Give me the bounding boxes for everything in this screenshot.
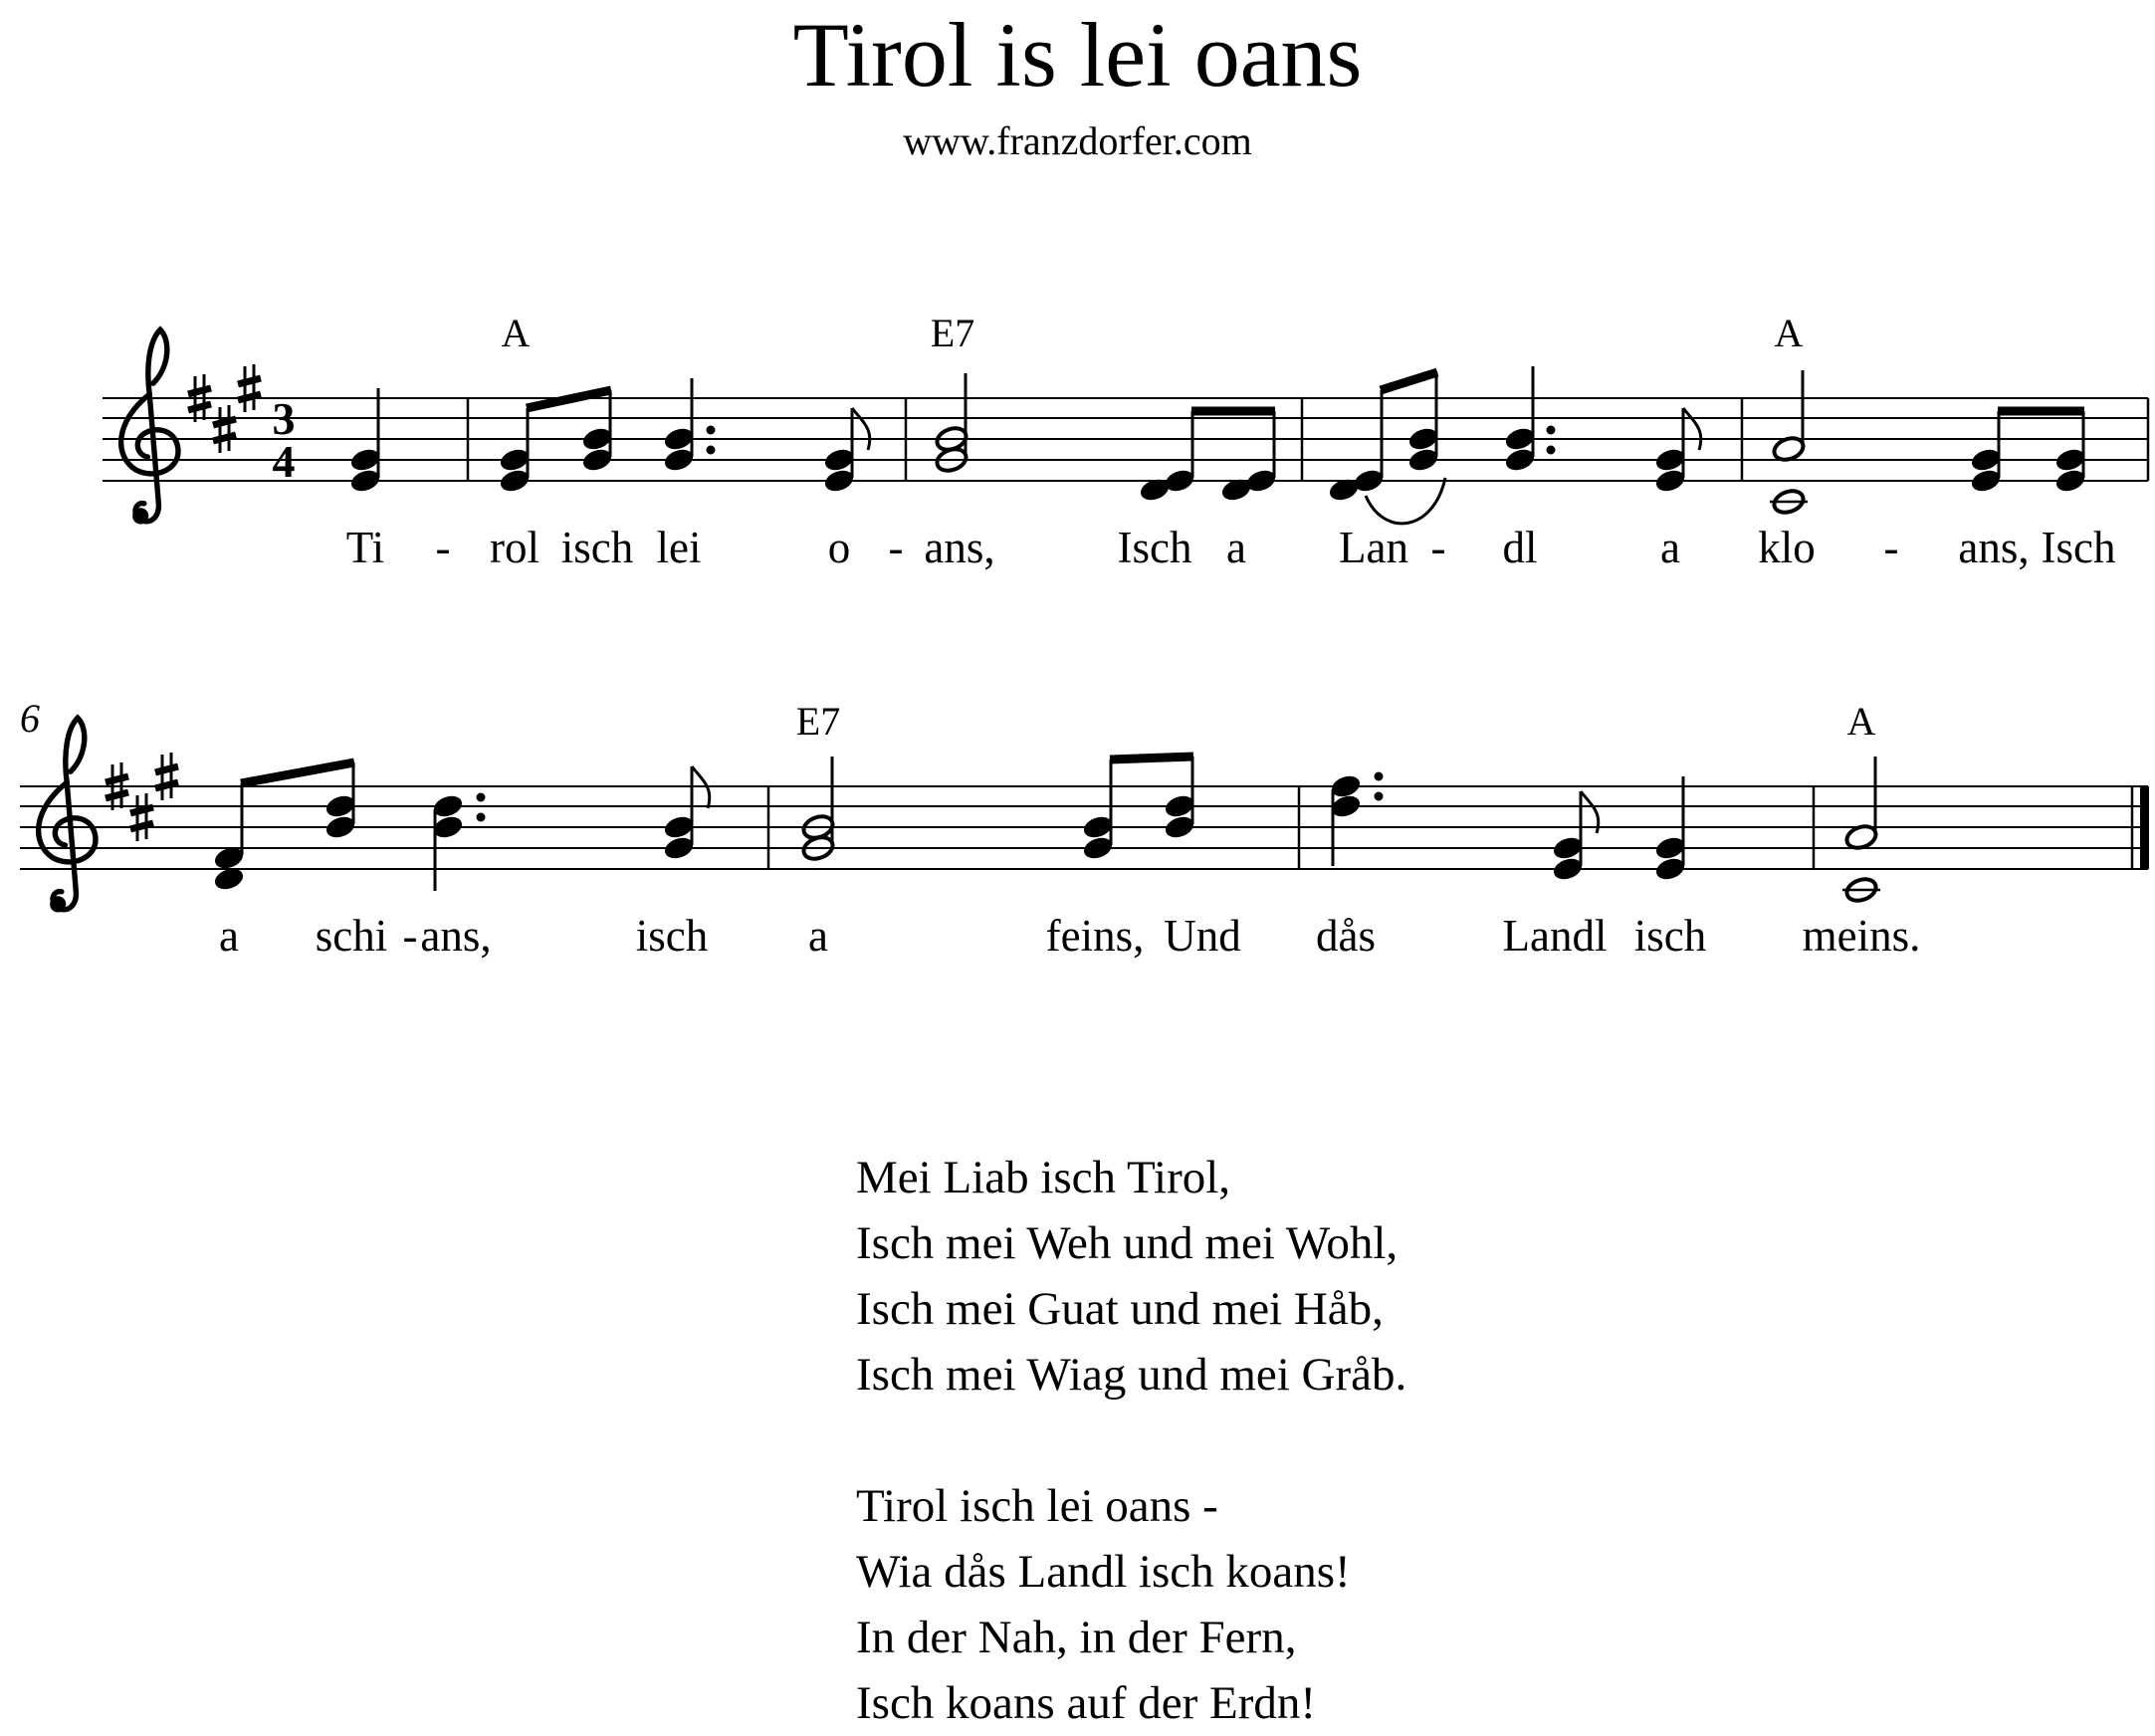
sharp-icon: [155, 753, 178, 800]
lyric-syllable: lei: [656, 523, 702, 572]
chord-symbol: E7: [930, 311, 975, 355]
website-link[interactable]: www.franzdorfer.com: [903, 118, 1252, 163]
song-title: Tirol is lei oans: [792, 4, 1363, 106]
lyric-syllable: Isch: [2041, 523, 2116, 572]
lyric-syllable: a: [1226, 523, 1246, 572]
lyric-syllable: Lan: [1339, 523, 1408, 572]
verse-line: In der Nah, in der Fern,: [856, 1612, 1297, 1663]
verse-line: Tirol isch lei oans -: [856, 1480, 1218, 1532]
lyric-syllable: meins.: [1802, 911, 1921, 961]
lyric-syllable: isch: [560, 523, 634, 572]
lyric-syllable: a: [808, 911, 828, 961]
time-signature-numerator: 3: [272, 393, 296, 444]
chord-symbols: [502, 311, 1804, 355]
lyric-syllable: o: [827, 523, 851, 572]
lyric-syllable: dås: [1316, 911, 1376, 961]
lyric-hyphen: -: [402, 911, 418, 961]
lyric-syllable: ans,: [420, 911, 492, 961]
lyric-syllable: Ti: [345, 523, 385, 572]
notes: [349, 366, 2086, 524]
verse-line: Isch mei Guat und mei Håb,: [856, 1283, 1384, 1335]
lyric-syllable: ans,: [924, 523, 995, 572]
lyric-hyphen: -: [1430, 523, 1446, 572]
lyric-syllable: a: [219, 911, 239, 961]
sharp-icon: [213, 405, 236, 453]
verse-line: Mei Liab isch Tirol,: [856, 1152, 1231, 1203]
chord-symbol: A: [501, 311, 531, 355]
treble-clef-icon: [39, 718, 96, 912]
measure-number: 6: [20, 696, 40, 741]
system-2: [20, 696, 2149, 961]
sharp-icon: [238, 364, 261, 412]
lyric-syllable: Und: [1164, 911, 1241, 961]
verse-line: Wia dås Landl isch koans!: [856, 1546, 1351, 1598]
verse-line: Isch mei Wiag und mei Gråb.: [856, 1349, 1407, 1401]
lyrics: [346, 523, 2116, 572]
chord-symbol: E7: [795, 699, 841, 744]
staff-lines: [103, 398, 2148, 481]
lyric-hyphen: -: [435, 523, 451, 572]
lyric-syllable: rol: [490, 523, 539, 572]
lyric-syllable: Landl: [1502, 911, 1608, 961]
chord-symbol: A: [1774, 311, 1804, 355]
lyric-syllable: Isch: [1117, 523, 1192, 572]
treble-clef-icon: [121, 329, 178, 524]
lyric-syllable: dl: [1502, 523, 1538, 572]
verse-line: Isch koans auf der Erdn!: [856, 1677, 1316, 1729]
lyric-syllable: isch: [635, 911, 709, 961]
lyric-syllable: ans,: [1958, 523, 2030, 572]
lyric-hyphen: -: [1883, 523, 1899, 572]
lyric-syllable: feins,: [1045, 911, 1145, 961]
verse-2: [856, 1145, 1406, 1408]
chord-symbol: A: [1846, 699, 1876, 744]
lyric-hyphen: -: [888, 523, 904, 572]
lyric-syllable: schi: [315, 911, 388, 961]
time-signature-denominator: 4: [272, 436, 296, 487]
lyric-syllable: a: [1660, 523, 1680, 572]
notes: [213, 757, 1880, 905]
lyrics: [219, 911, 1920, 961]
verse-line: Isch mei Weh und mei Wohl,: [856, 1217, 1399, 1269]
lyric-syllable: isch: [1633, 911, 1707, 961]
verse-3: [856, 1473, 1351, 1736]
lyric-syllable: klo: [1758, 523, 1816, 572]
chord-symbols: [796, 699, 1876, 744]
final-barline: [2140, 786, 2149, 869]
system-1: [103, 311, 2148, 572]
sharp-icon: [130, 793, 153, 841]
